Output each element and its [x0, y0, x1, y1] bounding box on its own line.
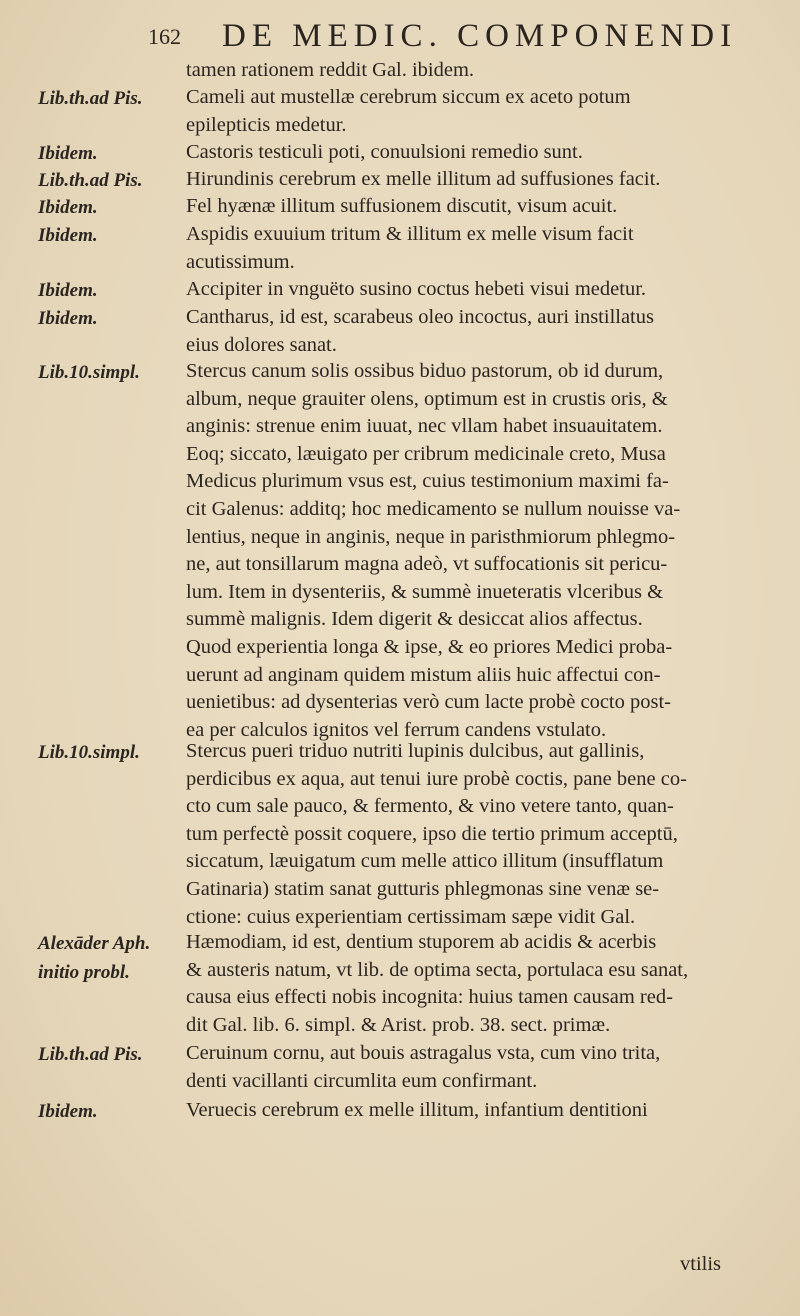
margin-note: Alexāder Aph. initio probl. [38, 933, 151, 983]
margin-note: Ibidem. [38, 143, 98, 164]
paragraph: Aspidis exuuium tritum & illitum ex melle visum facit acutissimum. [186, 223, 634, 273]
page-header [0, 14, 800, 54]
margin-note: Lib.10.simpl. [38, 742, 140, 763]
paragraph: Hirundinis cerebrum ex melle illitum ad suffusiones facit. [186, 168, 661, 190]
paragraph: Veruecis cerebrum ex melle illitum, infantium dentitioni [186, 1099, 648, 1121]
margin-note: Lib.th.ad Pis. [38, 1044, 143, 1065]
paragraph: tamen rationem reddit Gal. ibidem. [186, 59, 475, 81]
paragraph: Hæmodiam, id est, dentium stuporem ab acidis & acerbis & austeris natum, vt lib. de optima secta, portulaca esu sanat, causa eius effecti nobis incognita: huius tamen causam red- dit Gal. lib. 6. simpl. & Arist. prob. 38. sect. primæ. [186, 931, 689, 1036]
running-head: DE MEDIC. COMPONENDI [222, 18, 738, 54]
margin-note: Lib.th.ad Pis. [38, 88, 143, 109]
paragraph: Cameli aut mustellæ cerebrum siccum ex aceto potum epilepticis medetur. [186, 86, 631, 136]
margin-note: Ibidem. [38, 280, 98, 301]
paragraph: Cantharus, id est, scarabeus oleo incoctus, auri instillatus eius dolores sanat. [186, 306, 654, 356]
paragraph: Stercus pueri triduo nutriti lupinis dulcibus, aut gallinis, perdicibus ex aqua, aut tenui iure probè coctis, pane bene co- cto cum sale pauco, & fermento, & vino vetere tanto, quan- tum perfectè possit coquere, ipso die tertio primum acceptū, siccatum, læuigatum cum melle attico illitum (insufflatum Gatinaria) statim sanat gutturis phlegmonas sine venæ se- ctione: cuius experientiam certissimam sæpe vidit Gal. [186, 740, 687, 928]
margin-note: Ibidem. [38, 197, 98, 218]
margin-note: Lib.th.ad Pis. [38, 170, 143, 191]
paragraph: Fel hyænæ illitum suffusionem discutit, visum acuit. [186, 195, 618, 217]
page-number: 162 [148, 24, 181, 49]
paragraph: Accipiter in vnguëto susino coctus hebeti visui medetur. [186, 278, 647, 300]
catchword: vtilis [680, 1253, 722, 1275]
paragraph: Castoris testiculi poti, conuulsioni remedio sunt. [186, 141, 583, 163]
margin-note: Ibidem. [38, 1101, 98, 1122]
paragraph: Stercus canum solis ossibus biduo pastorum, ob id durum, album, neque grauiter olens, optimum est in crustis oris, & anginis: strenue enim iuuat, nec vllam habet insuauitatem. Eoq; siccato, læuigato per cribrum medicinale creto, Musa Medicus plurimum vsus est, cuius testimonium maximi fa- cit Galenus: additq; hoc medicamento se nullum nouisse va- lentius, neque in anginis, neque in paristhmiorum phlegmo- ne, aut tonsillarum magna adeò, vt suffocationis sit pericu- lum. Item in dysenteriis, & summè inueteratis vlceribus & summè malignis. Idem digerit & desiccat alios affectus. Quod experientia longa & ipse, & eo priores Medici proba- uerunt ad anginam quidem mistum aliis huic affectui con- uenietibus: ad dysenterias verò cum lacte probè cocto post- ea per calculos ignitos vel ferrum candens vstulato. [186, 360, 681, 741]
margin-note: Ibidem. [38, 308, 98, 329]
margin-note: Lib.10.simpl. [38, 362, 140, 383]
margin-note: Ibidem. [38, 225, 98, 246]
paragraph: Ceruinum cornu, aut bouis astragalus vsta, cum vino trita, denti vacillanti circumlita eum confirmant. [186, 1042, 661, 1092]
